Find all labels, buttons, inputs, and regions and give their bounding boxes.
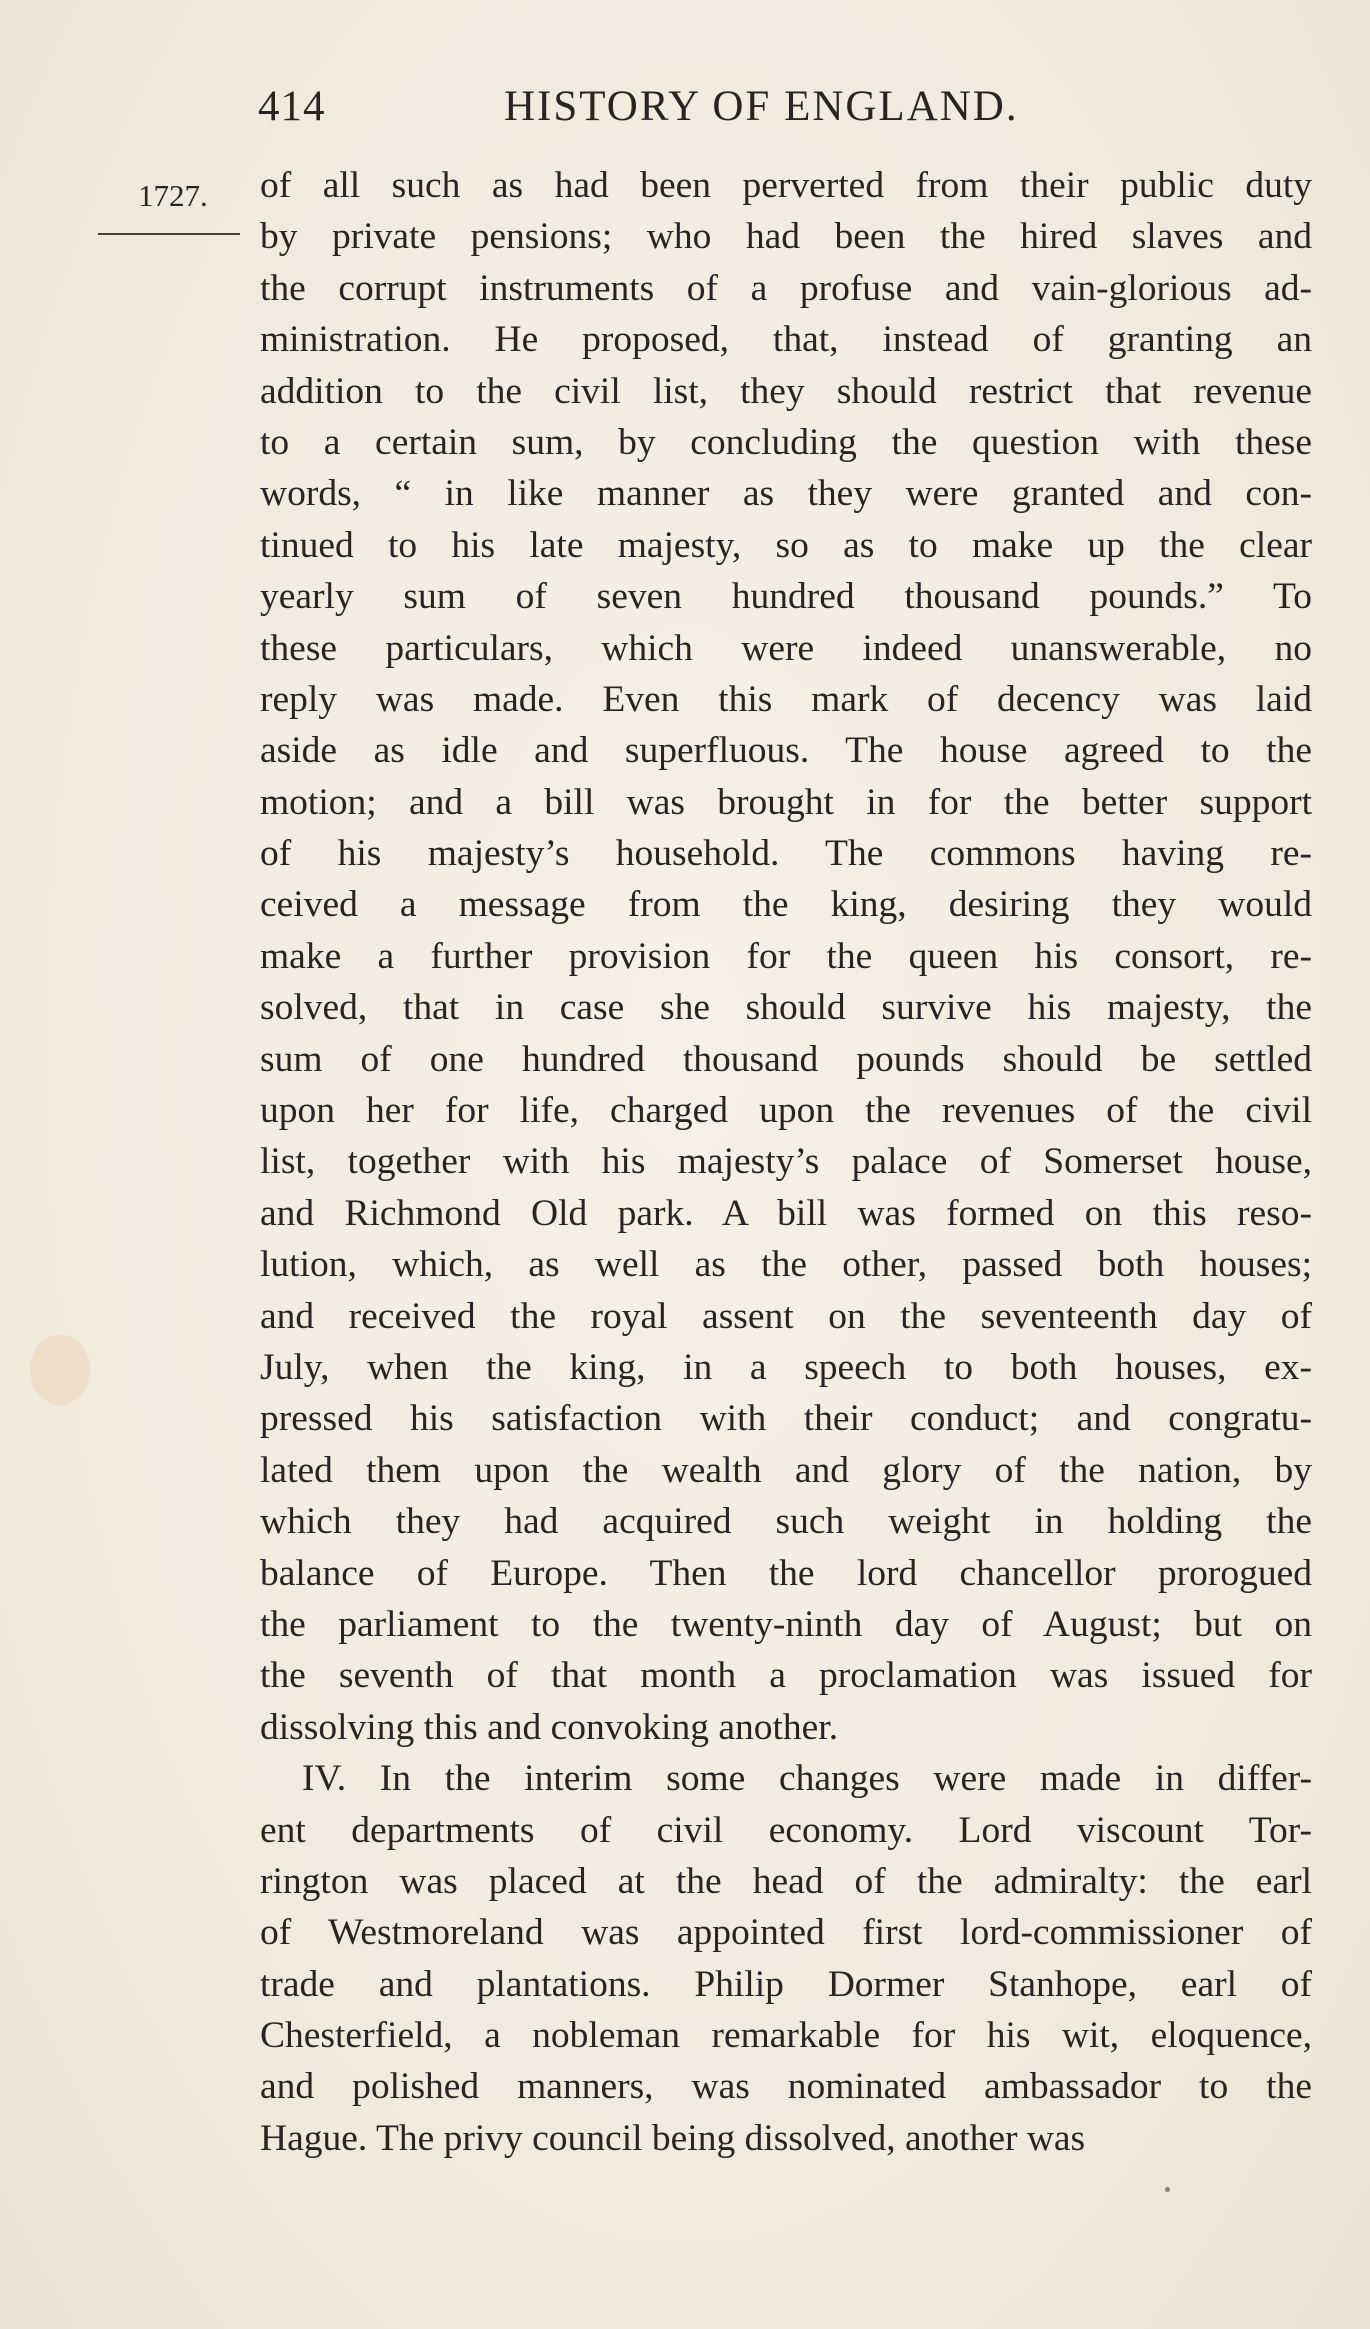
text-line: the corrupt instruments of a profuse and vain-glorious ad- (260, 267, 1312, 309)
text-line: aside as idle and superfluous. The house agreed to the (260, 730, 1312, 772)
text-line: which they had acquired such weight in holding the (260, 1501, 1312, 1543)
text-line: addition to the civil list, they should restrict that revenue (260, 370, 1312, 412)
text-line: ent departments of civil economy. Lord viscount Tor- (260, 1809, 1312, 1851)
text-line: yearly sum of seven hundred thousand pounds.” To (260, 576, 1312, 618)
text-line: July, when the king, in a speech to both houses, ex- (260, 1346, 1312, 1388)
text-line: of all such as had been perverted from their public duty (260, 165, 1312, 206)
running-title: HISTORY OF ENGLAND. (504, 83, 1019, 130)
text-line: Hague. The privy council being dissolved, another was (260, 2117, 1086, 2159)
text-line: IV. In the interim some changes were made in differ- (302, 1758, 1312, 1800)
text-line: of Westmoreland was appointed first lord-commissioner of (260, 1912, 1312, 1954)
margin-year: 1727. (138, 178, 208, 213)
text-line: pressed his satisfaction with their conduct; and congratu- (260, 1398, 1312, 1440)
text-line: sum of one hundred thousand pounds should be settled (260, 1038, 1312, 1080)
text-line: tinued to his late majesty, so as to make up the clear (260, 524, 1312, 566)
ink-speck (1165, 2187, 1170, 2192)
text-line: and Richmond Old park. A bill was formed on this reso- (260, 1192, 1312, 1234)
text-line: lated them upon the wealth and glory of the nation, by (260, 1449, 1312, 1491)
text-line: reply was made. Even this mark of decency was laid (260, 678, 1312, 720)
paper-stain (30, 1335, 90, 1405)
text-line: and polished manners, was nominated ambassador to the (260, 2066, 1312, 2108)
text-line: ministration. He proposed, that, instead of granting an (260, 319, 1312, 361)
text-line: trade and plantations. Philip Dormer Stanhope, earl of (260, 1963, 1312, 2005)
text-line: the parliament to the twenty-ninth day of August; but on (260, 1603, 1312, 1645)
text-line: motion; and a bill was brought in for the better support (260, 781, 1312, 823)
text-line: words, “ in like manner as they were granted and con- (260, 473, 1312, 515)
text-line: to a certain sum, by concluding the question with these (260, 421, 1312, 463)
margin-rule (98, 233, 240, 235)
text-line: solved, that in case she should survive his majesty, the (260, 987, 1312, 1029)
text-line: make a further provision for the queen his consort, re- (260, 935, 1312, 977)
text-line: these particulars, which were indeed unanswerable, no (260, 627, 1312, 669)
body-text (260, 160, 1312, 2164)
text-line: balance of Europe. Then the lord chancellor prorogued (260, 1552, 1312, 1594)
text-line: rington was placed at the head of the admiralty: the earl (260, 1860, 1312, 1902)
text-line: and received the royal assent on the seventeenth day of (260, 1295, 1312, 1337)
text-line: the seventh of that month a proclamation was issued for (260, 1655, 1312, 1697)
text-line: Chesterfield, a nobleman remarkable for his wit, eloquence, (260, 2015, 1312, 2057)
page-number: 414 (258, 83, 326, 130)
text-line: of his majesty’s household. The commons having re- (260, 833, 1312, 875)
text-line: list, together with his majesty’s palace of Somerset house, (260, 1141, 1312, 1183)
text-line: upon her for life, charged upon the revenues of the civil (260, 1090, 1312, 1132)
text-line: by private pensions; who had been the hired slaves and (260, 216, 1312, 258)
running-head (258, 82, 1318, 142)
text-line: lution, which, as well as the other, passed both houses; (260, 1244, 1312, 1286)
text-line: dissolving this and convoking another. (260, 1706, 839, 1748)
text-line: ceived a message from the king, desiring they would (260, 884, 1312, 926)
